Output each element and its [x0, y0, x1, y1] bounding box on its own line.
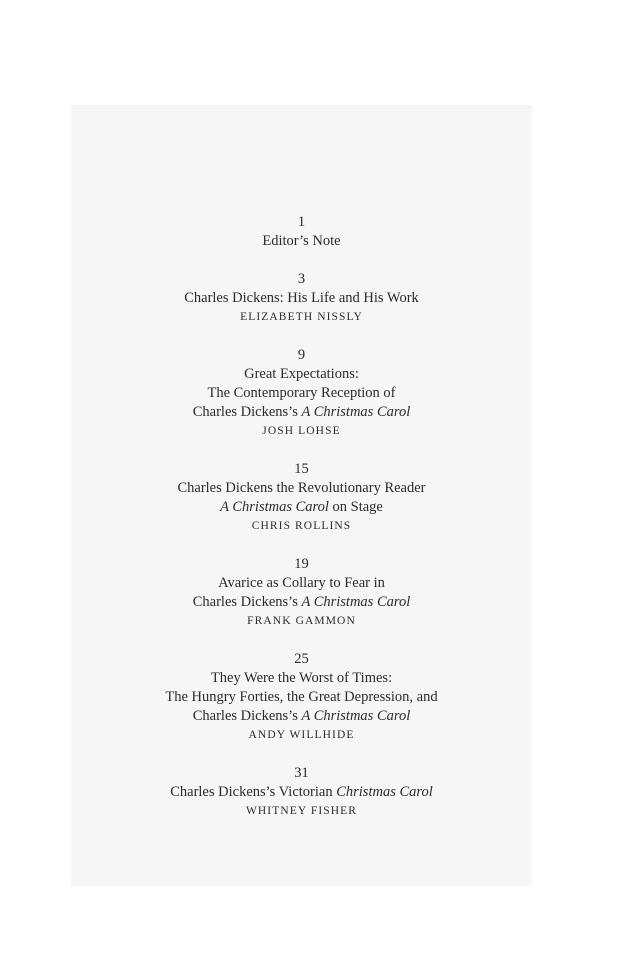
toc-title-text: The Contemporary Reception of [207, 385, 396, 401]
toc-title-text: Charles Dickens’s [192, 708, 302, 724]
toc-title-line [71, 498, 532, 517]
toc-title-text: on Stage [328, 499, 383, 515]
toc-title-text: Charles Dickens’s Victorian [170, 784, 337, 800]
toc-page-number: 1 [297, 214, 306, 230]
toc-author: FRANK GAMMON [247, 615, 356, 627]
toc-title-italic: Christmas Carol [336, 784, 433, 800]
toc-entry[interactable] [71, 213, 532, 251]
toc-author: ELIZABETH NISSLY [240, 311, 363, 323]
toc-title-line [71, 365, 532, 384]
toc-title-line [71, 403, 532, 422]
book-page [71, 105, 532, 886]
toc-page-number: 19 [294, 556, 309, 572]
toc-author: WHITNEY FISHER [245, 805, 358, 817]
toc-title-text: The Hungry Forties, the Great Depression, and [165, 689, 438, 705]
toc-entry[interactable] [71, 346, 532, 441]
toc-title-text: Great Expectations: [244, 366, 359, 382]
toc-page-number: 3 [297, 271, 306, 287]
toc-page-number: 25 [294, 651, 309, 667]
toc-title-line [71, 232, 532, 251]
toc-title-text: Avarice as Collary to Fear in [218, 575, 385, 591]
toc-title-line [71, 783, 532, 802]
toc-title-line [71, 669, 532, 688]
toc-title-text: Charles Dickens the Revolutionary Reader [177, 480, 426, 496]
toc-title-line [71, 289, 532, 308]
toc-entry[interactable] [71, 555, 532, 631]
toc-entry[interactable] [71, 764, 532, 821]
toc-title-text: Charles Dickens’s [192, 404, 302, 420]
toc-page-number: 9 [297, 347, 306, 363]
toc-title-line [71, 688, 532, 707]
toc-author: CHRIS ROLLINS [251, 520, 352, 532]
toc-title-line [71, 479, 532, 498]
toc-author: JOSH LOHSE [262, 425, 341, 437]
toc-entry[interactable] [71, 460, 532, 536]
toc-title-italic: A Christmas Carol [301, 404, 411, 420]
toc-title-line [71, 574, 532, 593]
table-of-contents [71, 213, 532, 840]
toc-title-line [71, 384, 532, 403]
toc-title-text: Charles Dickens’s [192, 594, 302, 610]
toc-entry[interactable] [71, 650, 532, 745]
toc-title-italic: A Christmas Carol [301, 594, 411, 610]
toc-title-italic: A Christmas Carol [220, 499, 329, 515]
toc-title-text: They Were the Worst of Times: [210, 670, 393, 686]
toc-title-text: Charles Dickens: His Life and His Work [184, 290, 419, 306]
toc-page-number: 31 [294, 765, 309, 781]
toc-page-number: 15 [294, 461, 309, 477]
toc-title-italic: A Christmas Carol [301, 708, 411, 724]
toc-entry[interactable] [71, 270, 532, 327]
toc-author: ANDY WILLHIDE [248, 729, 355, 741]
toc-title-text: Editor’s Note [262, 233, 341, 249]
toc-title-line [71, 593, 532, 612]
toc-title-line [71, 707, 532, 726]
